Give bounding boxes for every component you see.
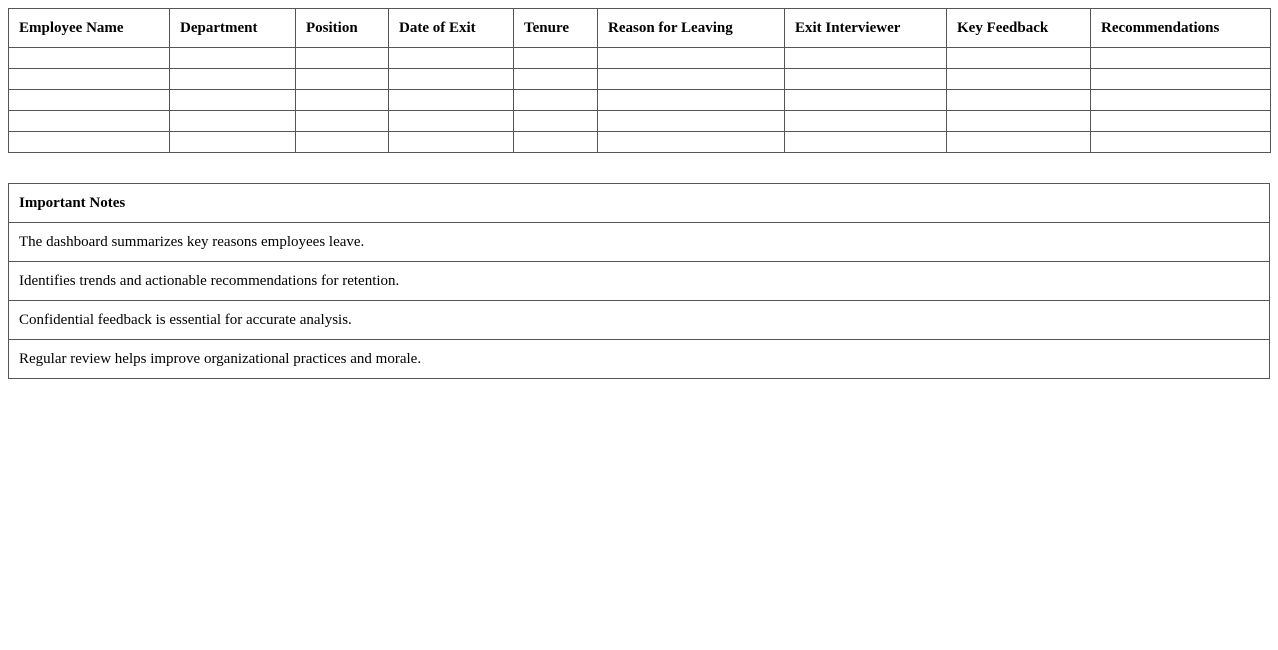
table-cell bbox=[9, 111, 170, 132]
notes-header-row bbox=[9, 184, 1270, 223]
table-cell bbox=[785, 69, 947, 90]
table-cell bbox=[296, 90, 389, 111]
table-cell bbox=[389, 111, 514, 132]
table-cell bbox=[785, 111, 947, 132]
table-cell bbox=[170, 132, 296, 153]
table-cell bbox=[389, 132, 514, 153]
note-row bbox=[9, 223, 1270, 262]
table-cell bbox=[947, 111, 1091, 132]
table-row bbox=[9, 69, 1271, 90]
table-cell bbox=[296, 111, 389, 132]
table-cell bbox=[785, 132, 947, 153]
note-item: The dashboard summarizes key reasons employees leave. bbox=[9, 223, 1270, 262]
table-cell bbox=[9, 132, 170, 153]
table-cell bbox=[514, 48, 598, 69]
column-header-exit-interviewer: Exit Interviewer bbox=[785, 9, 947, 48]
table-cell bbox=[389, 48, 514, 69]
table-cell bbox=[9, 48, 170, 69]
table-cell bbox=[514, 69, 598, 90]
table-cell bbox=[598, 69, 785, 90]
column-header-tenure: Tenure bbox=[514, 9, 598, 48]
table-cell bbox=[170, 69, 296, 90]
table-cell bbox=[1091, 132, 1271, 153]
table-cell bbox=[9, 69, 170, 90]
table-cell bbox=[598, 90, 785, 111]
table-cell bbox=[947, 90, 1091, 111]
exit-interview-table bbox=[8, 8, 1271, 153]
note-row bbox=[9, 262, 1270, 301]
table-cell bbox=[514, 111, 598, 132]
important-notes-table bbox=[8, 183, 1270, 379]
note-row bbox=[9, 301, 1270, 340]
column-header-reason-for-leaving: Reason for Leaving bbox=[598, 9, 785, 48]
table-row bbox=[9, 48, 1271, 69]
table-cell bbox=[947, 48, 1091, 69]
table-row bbox=[9, 132, 1271, 153]
table-cell bbox=[170, 90, 296, 111]
table-cell bbox=[296, 48, 389, 69]
table-cell bbox=[785, 48, 947, 69]
table-cell bbox=[947, 132, 1091, 153]
table-cell bbox=[296, 69, 389, 90]
note-item: Identifies trends and actionable recommendations for retention. bbox=[9, 262, 1270, 301]
column-header-employee-name: Employee Name bbox=[9, 9, 170, 48]
table-cell bbox=[598, 132, 785, 153]
table-header-row bbox=[9, 9, 1271, 48]
column-header-position: Position bbox=[296, 9, 389, 48]
table-cell bbox=[170, 48, 296, 69]
table-row bbox=[9, 111, 1271, 132]
table-row bbox=[9, 90, 1271, 111]
table-cell bbox=[598, 48, 785, 69]
table-cell bbox=[1091, 69, 1271, 90]
table-cell bbox=[1091, 90, 1271, 111]
column-header-department: Department bbox=[170, 9, 296, 48]
note-item: Regular review helps improve organizational practices and morale. bbox=[9, 340, 1270, 379]
note-row bbox=[9, 340, 1270, 379]
table-cell bbox=[598, 111, 785, 132]
table-cell bbox=[9, 90, 170, 111]
table-cell bbox=[389, 90, 514, 111]
table-cell bbox=[389, 69, 514, 90]
table-cell bbox=[296, 132, 389, 153]
table-cell bbox=[514, 132, 598, 153]
table-cell bbox=[1091, 48, 1271, 69]
exit-table-body bbox=[9, 48, 1271, 153]
column-header-key-feedback: Key Feedback bbox=[947, 9, 1091, 48]
notes-title: Important Notes bbox=[9, 184, 1270, 223]
table-cell bbox=[170, 111, 296, 132]
table-cell bbox=[514, 90, 598, 111]
table-cell bbox=[947, 69, 1091, 90]
table-cell bbox=[1091, 111, 1271, 132]
table-cell bbox=[785, 90, 947, 111]
note-item: Confidential feedback is essential for accurate analysis. bbox=[9, 301, 1270, 340]
column-header-date-of-exit: Date of Exit bbox=[389, 9, 514, 48]
column-header-recommendations: Recommendations bbox=[1091, 9, 1271, 48]
